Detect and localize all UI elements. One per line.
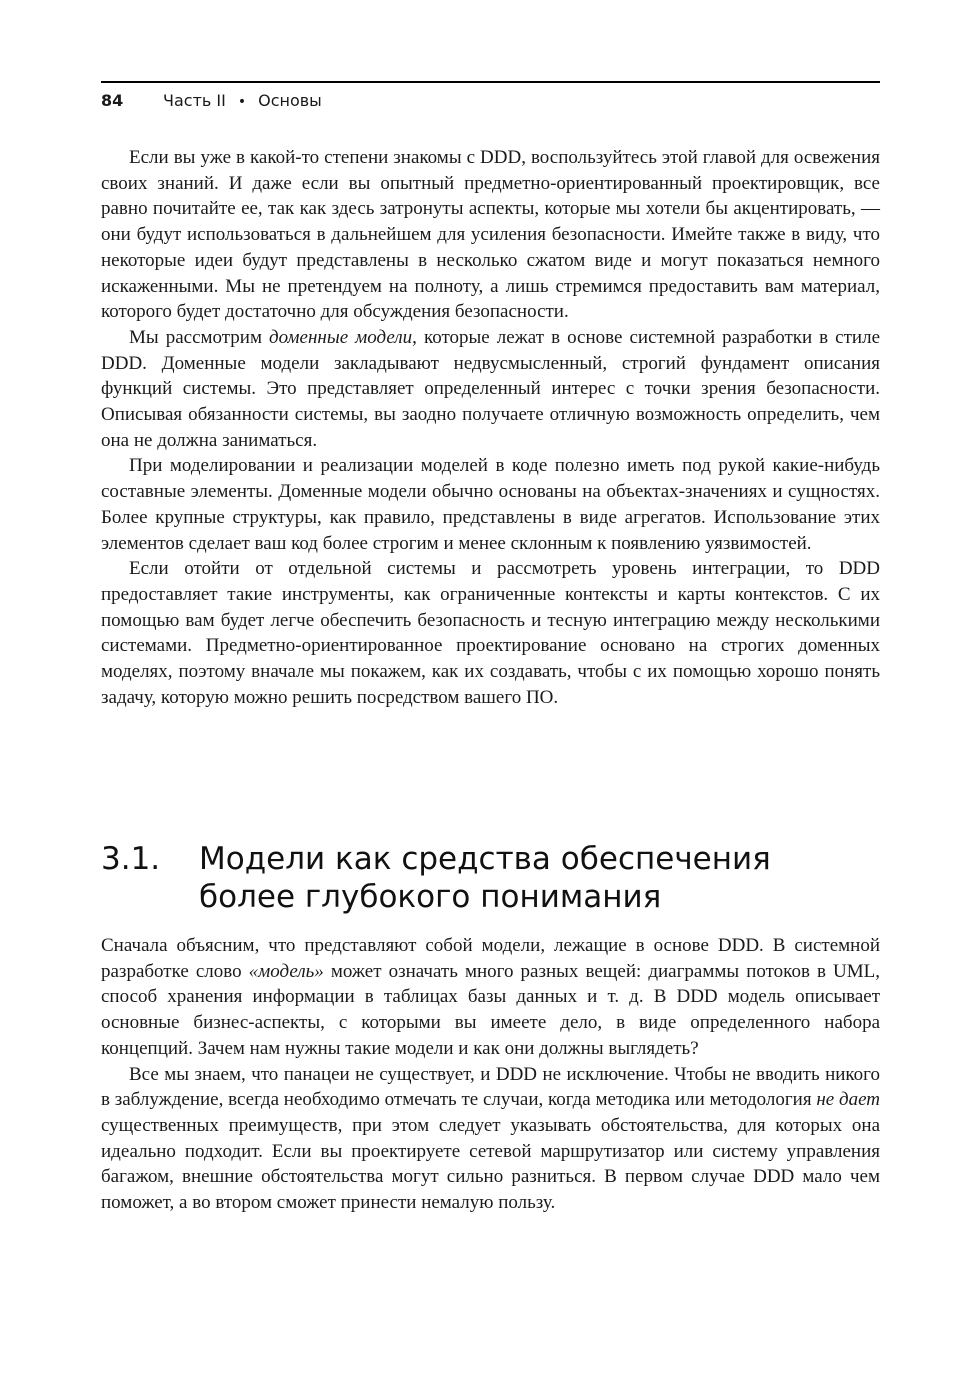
emphasis: доменные модели <box>269 326 413 348</box>
page-number: 84 <box>101 91 124 110</box>
paragraph: Если отойти от отдельной системы и рассмотреть уровень интеграции, то DDD предоставляет такие инструменты, как ограниченные контексты и карты контекстов. С их помощью вам будет легче обеспечить безопасность и тесную интеграцию между несколькими системами. Предметно-ориентированное проектирование основано на строгих доменных моделях, поэтому вначале мы покажем, как их создавать, чтобы с их помощью хорошо понять задачу, которую можно решить посредством вашего ПО. <box>101 558 880 708</box>
section-number: 3.1. <box>101 841 161 877</box>
header-bullet: • <box>237 94 247 110</box>
paragraph: Сначала объясним, что представляют собой модели, лежащие в основе DDD. В системной разработке слово «модель» может означать много разных вещей: диаграммы потоков в UML, способ хранения информации в таблицах базы данных и т. д. В DDD модель описывает основные бизнес-аспекты, с которыми вы имеете дело, в виде определенного набора концепций. Зачем нам нужны такие модели и как они должны выглядеть? <box>101 935 880 1059</box>
emphasis: «модель» <box>248 960 324 982</box>
paragraph: Мы рассмотрим доменные модели, которые лежат в основе системной разработки в стиле DDD. Доменные модели закладывают недвусмысленный, строгий фундамент описания функций системы. Это представляет определенный интерес с точки зрения безопасности. Описывая обязанности системы, вы заодно получаете отличную возможность определить, чем она не должна заниматься. <box>101 326 881 451</box>
running-header <box>101 81 880 112</box>
paragraph: Все мы знаем, что панацеи не существует, и DDD не исключение. Чтобы не вводить никого в заблуждение, всегда необходимо отмечать те случаи, когда методика или методология не дает существенных преимуществ, при этом следует указывать обстоятельства, для которых она идеально подходит. Если вы проектируете сетевой маршрутизатор или систему управления багажом, внешние обстоятельства могут сильно разниться. В первом случае DDD мало чем поможет, а во втором сможет принести немалую пользу. <box>101 1063 880 1214</box>
section-heading <box>101 840 880 916</box>
section-text <box>101 933 880 1216</box>
paragraph: Если вы уже в какой-то степени знакомы с DDD, воспользуйтесь этой главой для освежения своих знаний. И даже если вы опытный предметно-ориентированный проектировщик, все равно почитайте ее, так как здесь затронуты аспекты, которые мы хотели бы акцентировать, — они будут использоваться в дальнейшем для усиления безопасности. Имейте также в виду, что некоторые идеи будут представлены в несколько сжатом виде и могут показаться немного искаженными. Мы не претендуем на полноту, а лишь стремимся предоставить вам материал, которого будет достаточно для обсуждения безопасности. <box>101 147 880 323</box>
header-section: Основы <box>258 91 322 110</box>
intro-text <box>101 145 880 710</box>
section-title: Модели как средства обеспечения более глубокого понимания <box>199 841 771 915</box>
header-part: Часть II <box>163 91 226 110</box>
emphasis: не дает <box>816 1089 880 1111</box>
paragraph: При моделировании и реализации моделей в коде полезно иметь под рукой какие-нибудь составные элементы. Доменные модели обычно основаны на объектах-значениях и сущностях. Более крупные структуры, как правило, представлены в виде агрегатов. Использование этих элементов сделает ваш код более строгим и менее склонным к появлению уязвимостей. <box>101 455 880 554</box>
